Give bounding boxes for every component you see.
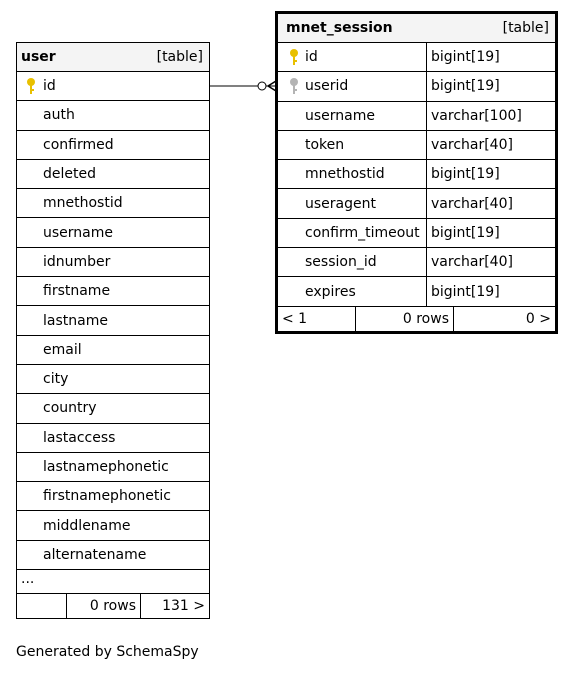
column-row[interactable] xyxy=(278,189,555,218)
column-type: varchar[40] xyxy=(431,137,513,154)
column-row[interactable] xyxy=(17,101,209,130)
column-name: confirm_timeout xyxy=(278,219,427,247)
column-row[interactable] xyxy=(17,306,209,335)
column-type: varchar[40] xyxy=(431,254,513,271)
column-row[interactable] xyxy=(17,218,209,247)
user-table-header xyxy=(17,43,209,72)
footer-rows: 0 rows xyxy=(67,594,141,618)
column-type: bigint[19] xyxy=(431,78,500,95)
primary-key-icon xyxy=(289,48,299,66)
column-name: session_id xyxy=(278,248,427,276)
column-row[interactable] xyxy=(278,277,555,306)
column-type: bigint[19] xyxy=(431,224,500,241)
column-type: varchar[40] xyxy=(431,195,513,212)
column-row[interactable] xyxy=(17,394,209,423)
column-name: lastaccess xyxy=(43,429,116,446)
column-row[interactable] xyxy=(17,453,209,482)
column-row[interactable] xyxy=(17,248,209,277)
column-row[interactable] xyxy=(17,189,209,218)
column-name: country xyxy=(43,400,97,417)
column-name: lastname xyxy=(43,312,108,329)
table-name: user xyxy=(21,49,56,65)
footer-rows: 0 rows xyxy=(356,307,454,331)
column-name: useragent xyxy=(278,189,427,217)
column-type: bigint[19] xyxy=(431,166,500,183)
column-row[interactable] xyxy=(17,160,209,189)
column-name: token xyxy=(278,131,427,159)
column-name: mnethostid xyxy=(278,160,427,188)
column-name: alternatename xyxy=(43,546,147,563)
column-type: varchar[100] xyxy=(431,107,522,124)
footer-children[interactable]: 131 > xyxy=(162,598,205,615)
column-name: id xyxy=(278,43,427,71)
column-row[interactable] xyxy=(278,219,555,248)
column-name: confirmed xyxy=(43,136,114,153)
primary-key-icon xyxy=(26,77,36,95)
user-table-footer xyxy=(17,594,209,618)
column-row[interactable] xyxy=(17,541,209,570)
mnet-session-table[interactable] xyxy=(275,11,558,334)
column-row[interactable] xyxy=(17,336,209,365)
column-name: middlename xyxy=(43,517,131,534)
column-row[interactable] xyxy=(17,482,209,511)
column-name: firstname xyxy=(43,283,111,300)
generated-by-text: Generated by SchemaSpy xyxy=(16,644,199,660)
column-name: idnumber xyxy=(43,253,111,270)
column-name: auth xyxy=(43,107,75,124)
column-name: username xyxy=(43,224,113,241)
column-name: id xyxy=(43,78,56,95)
column-name: mnethostid xyxy=(43,195,123,212)
foreign-key-icon xyxy=(289,77,299,95)
more-columns-ellipsis: ... xyxy=(17,570,209,594)
column-row[interactable] xyxy=(278,72,555,101)
footer-parents[interactable]: < 1 xyxy=(278,307,356,331)
column-row[interactable] xyxy=(17,277,209,306)
column-row[interactable] xyxy=(278,102,555,131)
column-row[interactable] xyxy=(17,511,209,540)
footer-children[interactable]: 0 > xyxy=(525,310,551,327)
column-row[interactable] xyxy=(278,160,555,189)
column-row[interactable] xyxy=(278,43,555,72)
column-type: bigint[19] xyxy=(431,49,500,66)
column-row[interactable] xyxy=(278,248,555,277)
column-row[interactable] xyxy=(278,131,555,160)
column-row[interactable] xyxy=(17,72,209,101)
column-name: email xyxy=(43,341,82,358)
column-name: lastnamephonetic xyxy=(43,459,169,475)
column-row[interactable] xyxy=(17,424,209,453)
table-kind: [table] xyxy=(156,49,203,65)
table-name: mnet_session xyxy=(286,20,393,36)
column-name: userid xyxy=(278,72,427,100)
mnet-session-table-footer xyxy=(278,307,555,331)
column-name: expires xyxy=(278,277,427,305)
column-row[interactable] xyxy=(17,365,209,394)
column-row[interactable] xyxy=(17,131,209,160)
user-table[interactable] xyxy=(16,42,210,619)
column-name: city xyxy=(43,371,69,388)
column-name: username xyxy=(278,102,427,130)
column-name: deleted xyxy=(43,166,96,183)
column-name: firstnamephonetic xyxy=(43,488,171,505)
mnet-session-table-header xyxy=(278,14,555,43)
footer-left xyxy=(17,594,67,618)
column-type: bigint[19] xyxy=(431,283,500,300)
table-kind: [table] xyxy=(502,20,549,36)
